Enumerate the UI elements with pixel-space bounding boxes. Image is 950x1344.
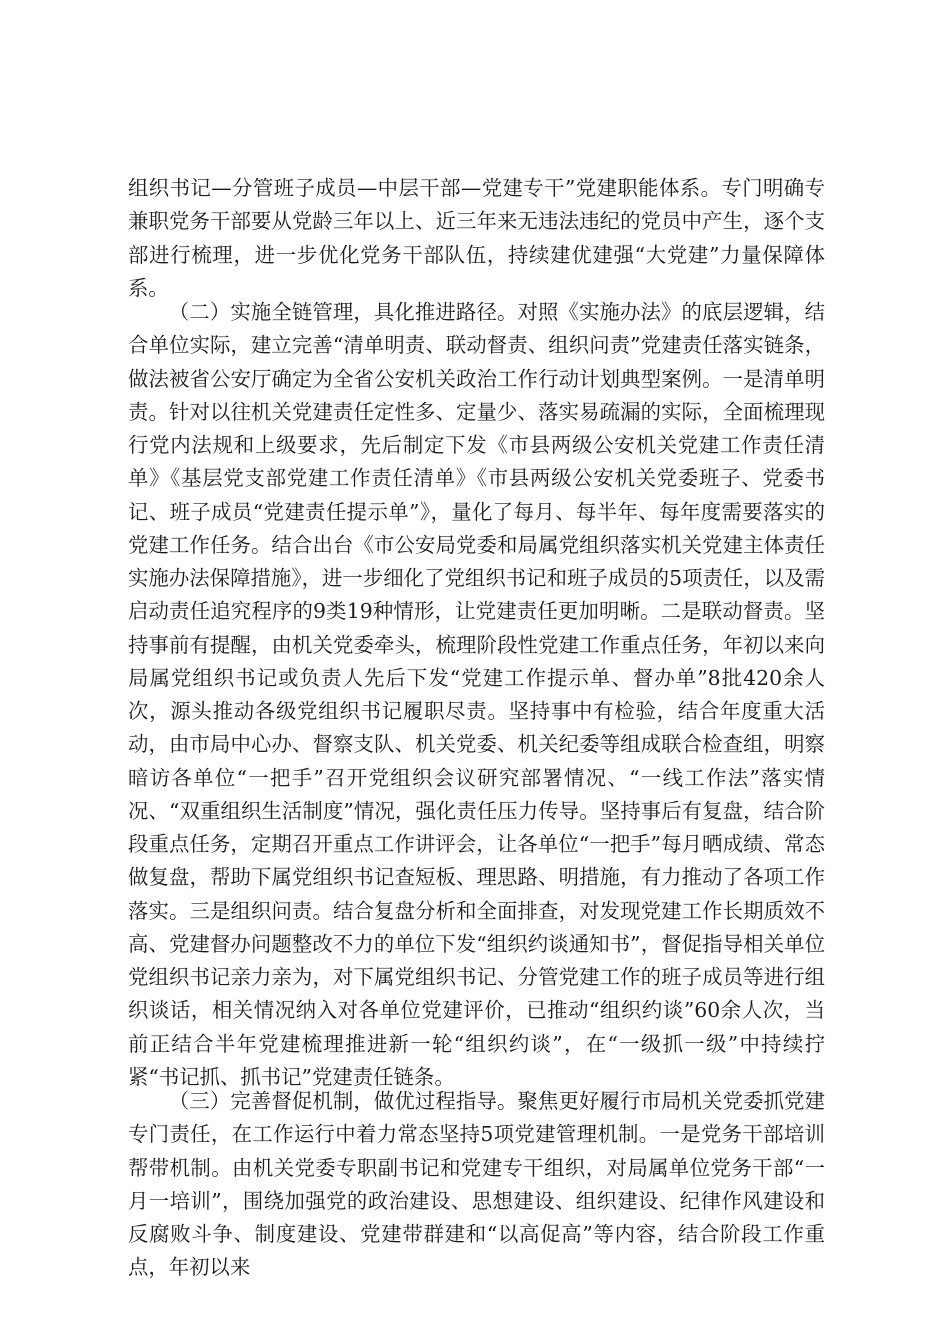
paragraph-section-three: （三）完善督促机制，做优过程指导。聚焦更好履行市局机关党委抓党建专门责任，在工作运行中着力常态坚持5项党建管理机制。一是党务干部培训帮带机制。由机关党委专职副书记和党建专干组织，对局属单位党务干部“一月一培训”，围绕加强党的政治建设、思想建设、组织建设、纪律作风建设和反腐败斗争、制度建设、党建带群建和“以高促高”等内容，结合阶段工作重点，年初以来 (128, 1089, 825, 1280)
paragraph-section-two: （二）实施全链管理，具化推进路径。对照《实施办法》的底层逻辑，结合单位实际，建立完善“清单明责、联动督责、组织问责”党建责任落实链条，做法被省公安厅确定为全省公安机关政治工作行动计划典型案例。一是清单明责。针对以往机关党建责任定性多、定量少、落实易疏漏的实际，全面梳理现行党内法规和上级要求，先后制定下发《市县两级公安机关党建工作责任清单》《基层党支部党建工作责任清单》《市县两级公安机关党委班子、党委书记、班子成员“党建责任提示单”》，量化了每月、每半年、每年度需要落实的党建工作任务。结合出台《市公安局党委和局属党组织落实机关党建主体责任实施办法保障措施》，进一步细化了党组织书记和班子成员的5项责任，以及需启动责任追究程序的9类19种情形，让党建责任更加明晰。二是联动督责。坚持事前有提醒，由机关党委牵头，梳理阶段性党建工作重点任务，年初以来向局属党组织书记或负责人先后下发“党建工作提示单、督办单”8批420余人次，源头推动各级党组织书记履职尽责。坚持事中有检验，结合年度重大活动，由市局中心办、督察支队、机关党委、机关纪委等组成联合检查组，明察暗访各单位“一把手”召开党组织会议研究部署情况、“一线工作法”落实情况、“双重组织生活制度”情况，强化责任压力传导。坚持事后有复盘，结合阶段重点任务，定期召开重点工作讲评会，让各单位“一把手”每月晒成绩、常态做复盘，帮助下属党组织书记查短板、理思路、明措施，有力推动了各项工作落实。三是组织问责。结合复盘分析和全面排查，对发现党建工作长期质效不高、党建督办问题整改不力的单位下发“组织约谈通知书”，督促指导相关单位党组织书记亲力亲为，对下属党组织书记、分管党建工作的班子成员等进行组织谈话，相关情况纳入对各单位党建评价，已推动“组织约谈”60余人次，当前正结合半年党建梳理推进新一轮“组织约谈”，在“一级抓一级”中持续拧紧“书记抓、抓书记”党建责任链条。 (128, 300, 825, 1089)
paragraph-continuation: 组织书记—分管班子成员—中层干部—党建专干”党建职能体系。专门明确专兼职党务干部要从党龄三年以上、近三年来无违法违纪的党员中产生，逐个支部进行梳理，进一步优化党务干部队伍，持续建优建强“大党建”力量保障体系。 (128, 176, 825, 300)
